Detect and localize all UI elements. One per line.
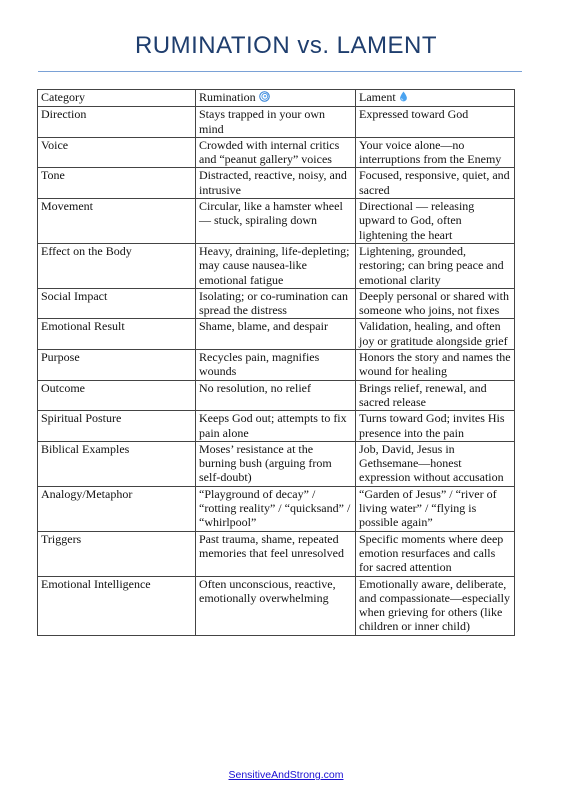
cell-rumination: Isolating; or co-rumination can spread the distress: [196, 288, 356, 319]
cell-lament: Validation, healing, and often joy or gratitude alongside grief: [356, 319, 515, 350]
cell-rumination: No resolution, no relief: [196, 380, 356, 411]
cell-lament: Lightening, grounded, restoring; can bring peace and emotional clarity: [356, 243, 515, 288]
table-row: [38, 531, 515, 576]
cell-category: Analogy/Metaphor: [38, 486, 196, 531]
cell-category: Movement: [38, 199, 196, 244]
cell-lament: Brings relief, renewal, and sacred release: [356, 380, 515, 411]
spiral-icon: [259, 91, 270, 105]
cell-lament: Your voice alone—no interruptions from the Enemy: [356, 137, 515, 168]
cell-category: Effect on the Body: [38, 243, 196, 288]
cell-rumination: Circular, like a hamster wheel — stuck, spiraling down: [196, 199, 356, 244]
table-row: [38, 243, 515, 288]
cell-rumination: Heavy, draining, life-depleting; may cause nausea-like emotional fatigue: [196, 243, 356, 288]
cell-rumination: Keeps God out; attempts to fix pain alone: [196, 411, 356, 442]
cell-lament: Expressed toward God: [356, 107, 515, 138]
header-category: Category: [38, 90, 196, 107]
table-row: [38, 411, 515, 442]
cell-lament: Directional — releasing upward to God, often lightening the heart: [356, 199, 515, 244]
cell-rumination: Moses’ resistance at the burning bush (arguing from self-doubt): [196, 441, 356, 486]
cell-rumination: Past trauma, shame, repeated memories that feel unresolved: [196, 531, 356, 576]
footer-link[interactable]: SensitiveAndStrong.com: [228, 769, 344, 781]
cell-category: Emotional Result: [38, 319, 196, 350]
cell-category: Purpose: [38, 350, 196, 381]
table-row: [38, 288, 515, 319]
cell-lament: Specific moments where deep emotion resurfaces and calls for sacred attention: [356, 531, 515, 576]
cell-category: Direction: [38, 107, 196, 138]
table-row: [38, 168, 515, 199]
table-header-row: [38, 90, 515, 107]
table-row: [38, 199, 515, 244]
header-rumination: Rumination: [196, 90, 356, 107]
comparison-table: [37, 89, 515, 636]
cell-rumination: Stays trapped in your own mind: [196, 107, 356, 138]
cell-category: Voice: [38, 137, 196, 168]
table-row: [38, 107, 515, 138]
table-row: [38, 441, 515, 486]
cell-lament: Honors the story and names the wound for healing: [356, 350, 515, 381]
cell-lament: Focused, responsive, quiet, and sacred: [356, 168, 515, 199]
cell-lament: Job, David, Jesus in Gethsemane—honest expression without accusation: [356, 441, 515, 486]
table-row: [38, 350, 515, 381]
page-title: RUMINATION vs. LAMENT: [134, 32, 438, 59]
title-divider: [38, 71, 522, 72]
header-lament: Lament: [356, 90, 515, 107]
cell-category: Triggers: [38, 531, 196, 576]
cell-rumination: “Playground of decay” / “rotting reality” / “quicksand” / “whirlpool”: [196, 486, 356, 531]
cell-rumination: Recycles pain, magnifies wounds: [196, 350, 356, 381]
cell-lament: Deeply personal or shared with someone who joins, not fixes: [356, 288, 515, 319]
cell-rumination: Distracted, reactive, noisy, and intrusive: [196, 168, 356, 199]
cell-lament: “Garden of Jesus” / “river of living water” / “flying is possible again”: [356, 486, 515, 531]
cell-category: Emotional Intelligence: [38, 576, 196, 635]
table-row: [38, 137, 515, 168]
cell-lament: Emotionally aware, deliberate, and compassionate—especially when grieving for others (like children or inner child): [356, 576, 515, 635]
cell-rumination: Crowded with internal critics and “peanut gallery” voices: [196, 137, 356, 168]
cell-category: Spiritual Posture: [38, 411, 196, 442]
table-row: [38, 576, 515, 635]
cell-rumination: Shame, blame, and despair: [196, 319, 356, 350]
cell-rumination: Often unconscious, reactive, emotionally overwhelming: [196, 576, 356, 635]
table-row: [38, 486, 515, 531]
cell-category: Biblical Examples: [38, 441, 196, 486]
table-row: [38, 380, 515, 411]
cell-category: Tone: [38, 168, 196, 199]
cell-category: Outcome: [38, 380, 196, 411]
cell-lament: Turns toward God; invites His presence into the pain: [356, 411, 515, 442]
water-drop-icon: [399, 91, 408, 105]
cell-category: Social Impact: [38, 288, 196, 319]
table-row: [38, 319, 515, 350]
